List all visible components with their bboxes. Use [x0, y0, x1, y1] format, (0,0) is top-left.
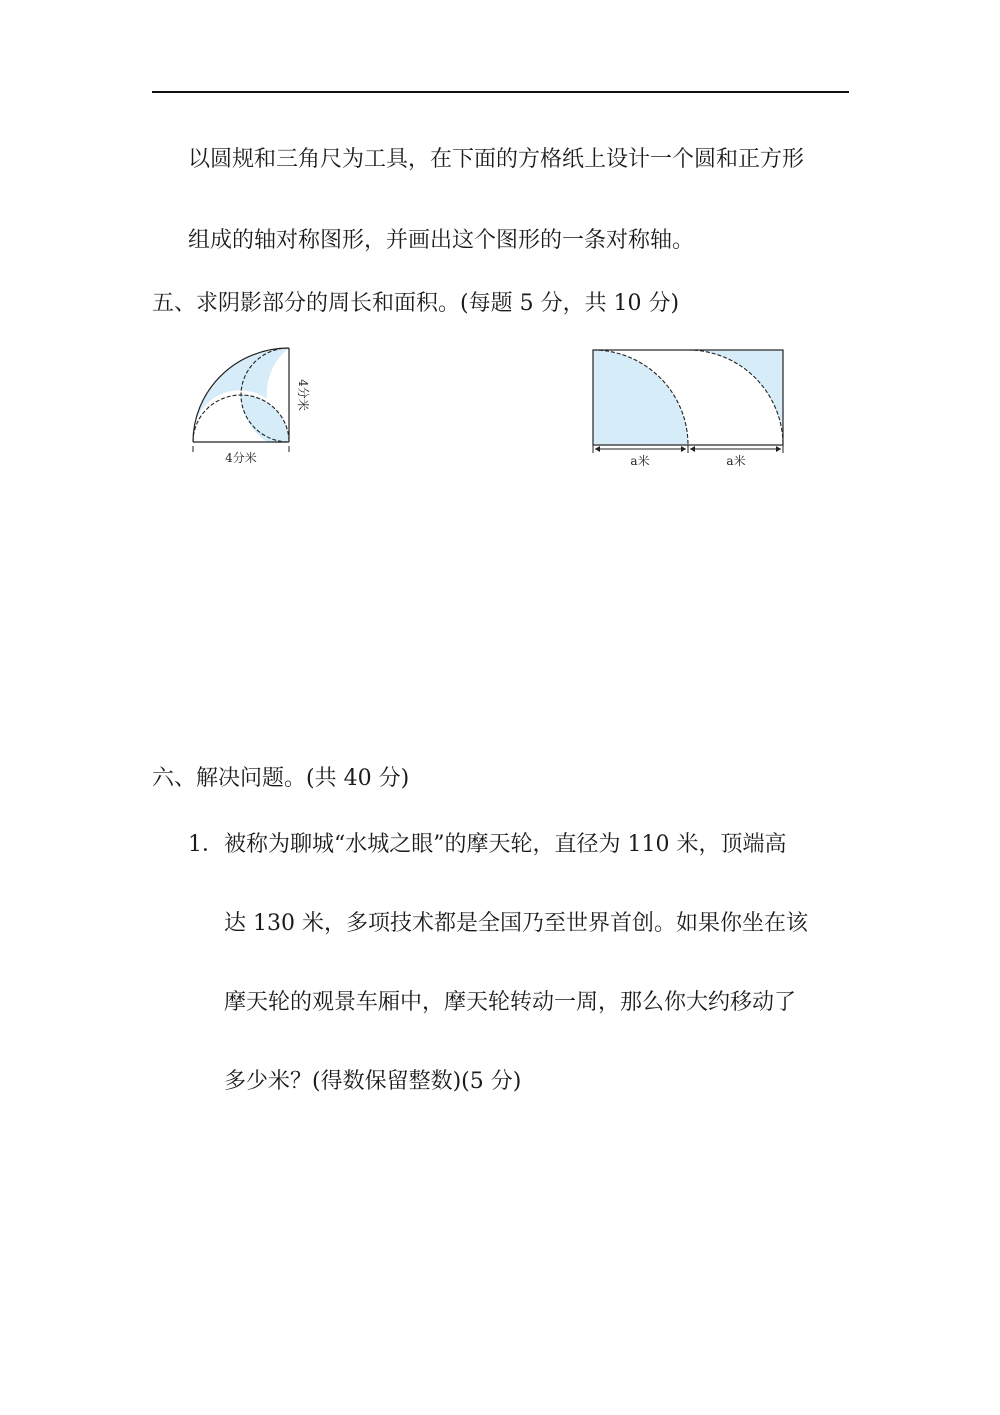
q1-line-1: 被称为聊城“水城之眼”的摩天轮，直径为 110 米，顶端高	[224, 832, 787, 857]
fig1-side-label: 4分米	[296, 379, 310, 411]
fig2-shaded-right	[688, 350, 783, 445]
section6-title: 六、解决问题。(共 40 分)	[152, 766, 410, 791]
fig2-label-right: a米	[726, 454, 746, 468]
q1-line-3: 摩天轮的观景车厢中，摩天轮转动一周，那么你大约移动了	[224, 990, 797, 1015]
q1-line-2: 达 130 米，多项技术都是全国乃至世界首创。如果你坐在该	[224, 911, 808, 936]
q1-number: 1．	[188, 832, 224, 857]
q1-line-4: 多少米？(得数保留整数)(5 分)	[224, 1069, 522, 1094]
figure-rectangle-arcs	[588, 345, 793, 475]
intro-line-1: 以圆规和三角尺为工具，在下面的方格纸上设计一个圆和正方形	[188, 147, 805, 172]
fig2-label-left: a米	[630, 454, 650, 468]
header-rule	[152, 91, 849, 93]
fig2-shaded-left	[593, 350, 688, 445]
section5-title: 五、求阴影部分的周长和面积。(每题 5 分，共 10 分)	[152, 291, 680, 316]
fig1-bottom-label: 4分米	[225, 451, 257, 465]
figure-quarter-circle	[185, 340, 325, 470]
intro-line-2: 组成的轴对称图形，并画出这个图形的一条对称轴。	[188, 228, 695, 253]
